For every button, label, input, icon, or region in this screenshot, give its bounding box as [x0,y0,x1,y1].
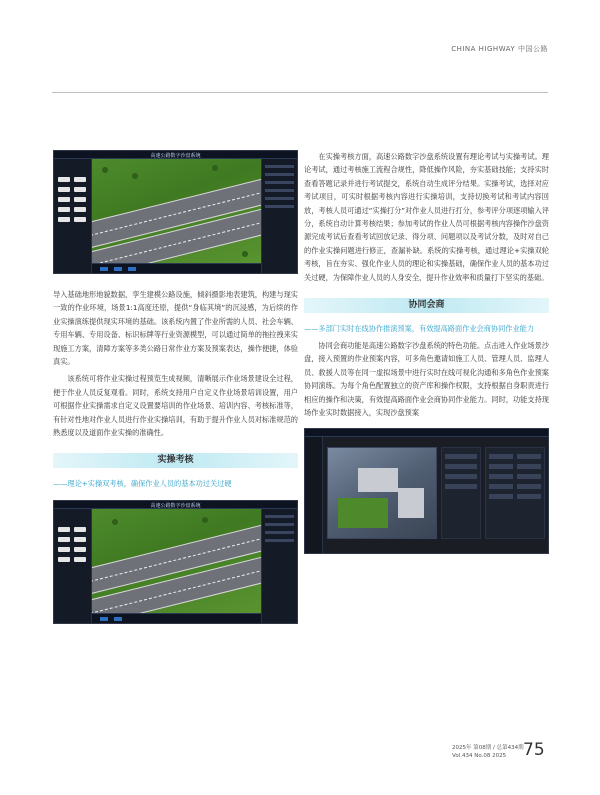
page-number: 75 [523,740,545,760]
header-brand: CHINA HIGHWAY 中国公路 [451,45,548,53]
vehicle-icon [58,177,70,182]
right-column [304,150,549,554]
tree-icon [212,165,218,171]
screenshot-side-toolbar [305,437,323,553]
tree-icon [242,251,248,257]
section-heading-practical-assessment: 实操考核 [53,453,298,468]
screenshot-topbar [54,151,297,159]
tree-icon [132,173,138,179]
section-subheading: ——多部门实时在线协作推演预案，有效提高路面作业会商协同作业能力 [304,324,535,334]
screenshot-window-title: 高速公路数字沙盘系统 [150,503,201,510]
vehicle-icon [74,177,86,182]
screenshot-3d-scene [92,159,261,263]
section-heading-collaborative-consultation: 协同会商 [304,298,549,313]
vehicle-icon [74,197,86,202]
vehicle-icon [58,207,70,212]
screenshot-property-panel [261,509,297,623]
tree-icon [102,167,108,173]
vehicle-icon [74,187,86,192]
body-paragraph: 协同会商功能是高速公路数字沙盘系统的特色功能。点击进入作业场景沙盘，接入预置的作业预案内容，可多角色邀请如施工人员、管理人员、监理人员、救援人员等在同一虚拟场景中进行实时在线可视化沟通和多角色作业预案协同演练。为每个角色配置独立的资产库和操作权限，支持根据自身职责进行相应的操作和决策，有效提高路面作业会商协同作业能力。同时，功能支持现场作业实时数据接入，实现沙盘预案 [304,341,549,418]
vehicle-icon [58,197,70,202]
vehicle-icon [74,207,86,212]
screenshot-3d-view [327,447,437,539]
screenshot-property-panel [261,159,297,273]
screenshot-asset-panel [485,447,545,539]
body-paragraph: 该系统可将作业实操过程预览生成视频，清晰展示作业场景建设全过程，便于作业人员反复观看。同时，系统支持用户自定义作业场景培训设置，用户可根据作业实操需求自定义设置要培训的作业场景、培训内容、考核标准等，有针对性地对作业人员进行作业实操培训，有助于提升作业人员对标准规范的熟悉度以及道面作业实操的准确性。 [53,374,298,438]
vehicle-icon [58,187,70,192]
vehicle-icon [74,217,86,222]
issue-line-en: Vol.434 No.08 2025 [452,753,507,759]
screenshot-topbar [305,429,548,437]
collaboration-screenshot [304,428,549,554]
screenshot-toolbar [92,613,261,623]
screenshot-window-title: 高速公路数字沙盘系统 [150,153,201,159]
screenshot-resource-panel [54,159,92,273]
header-rule [52,92,548,93]
screenshot-role-panel [441,447,481,539]
sandbox-screenshot-top [53,150,298,274]
body-paragraph: 导入基础地形地貌数据，孪生建模公路设施，倾斜摄影地表建筑，构建与现实一致的作业环境，场景1:1高度还原，提供“身临其境”的沉浸感，为后续的作业实操演练提供现实环境的基础。该系统内置了作业所需的人员、社会车辆、专用车辆、专用设备、标识标牌等行业资源模型，可以通过简单的拖拉拽来实现施工方案，清障方案等多类公路日常作业方案及预案表达，操作便捷，体验真实。 [53,290,298,367]
left-column [53,150,298,624]
sandbox-screenshot-bottom [53,500,298,624]
issue-line-cn: 2025年 第08期 / 总第434期 [452,745,524,751]
issue-info [452,744,524,760]
vehicle-icon [58,217,70,222]
screenshot-resource-panel [54,509,92,623]
screenshot-toolbar [92,263,261,273]
screenshot-3d-scene [92,509,261,613]
screenshot-topbar [54,501,297,509]
body-paragraph: 在实操考核方面，高速公路数字沙盘系统设置有理论考试与实操考试。理论考试，通过考核施工流程合规性，降低操作风险，夯实基础技能；支持实时查看答题记录并进行考试提交，系统自动生成评分结果。实操考试，选择对应考试项目，可实时根据考核内容进行实操培训，支持切换考试和考试内容回放，考核人员可通过“实操打分”对作业人员进行打分，参考评分项逐项输入评分，系统自动计算考核结果；参加考试的作业人员可根据考核内容操作沙盘资源完成考试后查看考试回放记录、得分项、问题项以及考试分数，及时对自己的作业实操问题进行修正，查漏补缺。系统的实操考核，通过理论+实操双轮考核，旨在夯实、强化作业人员的理论和实操基础，确保作业人员的基本功过关过硬，为保障作业人员的人身安全，提升作业效率和质量打下坚实的基础。 [304,152,549,282]
section-subheading: ——理论+实操双考核，确保作业人员的基本功过关过硬 [53,479,232,489]
